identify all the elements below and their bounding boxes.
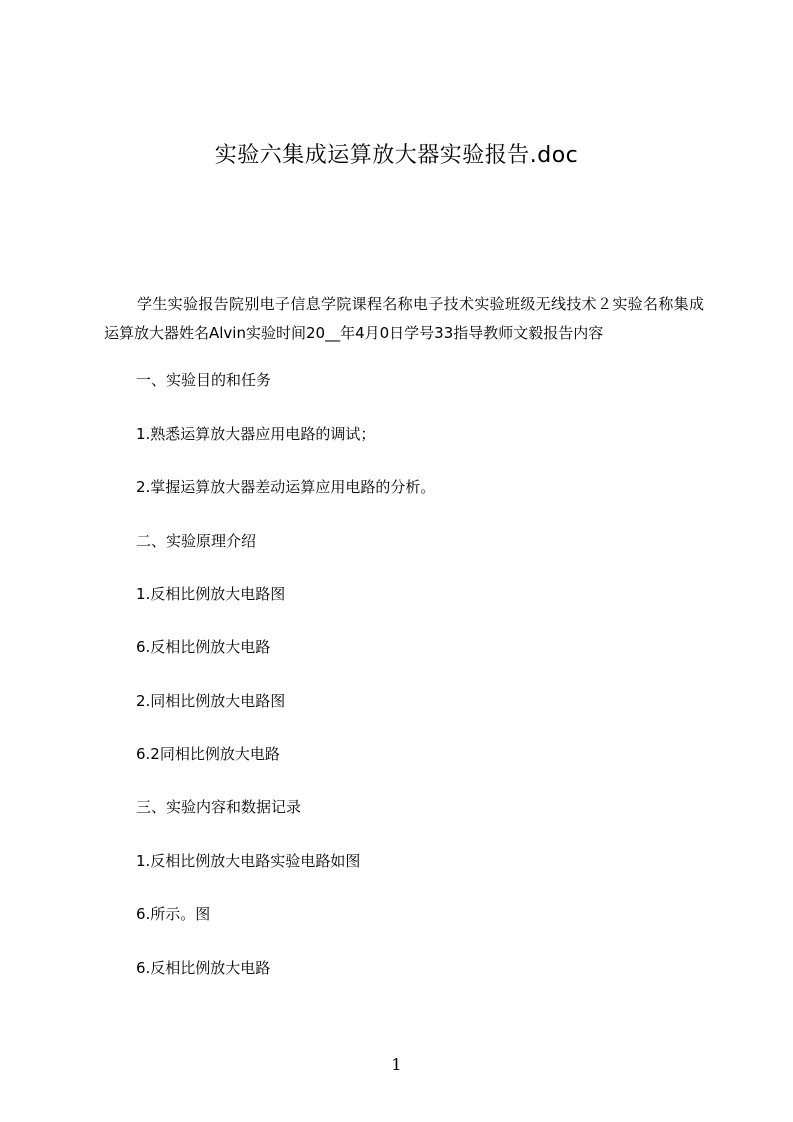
paragraph: 6.反相比例放大电路 <box>136 638 271 656</box>
document-title: 实验六集成运算放大器实验报告.doc <box>214 143 579 168</box>
paragraph: 1.反相比例放大电路图 <box>136 585 286 603</box>
paragraph: 1.熟悉运算放大器应用电路的调试； <box>136 425 376 443</box>
section-heading-content: 三、实验内容和数据记录 <box>136 798 302 816</box>
paragraph: 1.反相比例放大电路实验电路如图 <box>136 852 361 870</box>
section-heading-principles: 二、实验原理介绍 <box>136 532 257 550</box>
section-heading-objectives: 一、实验目的和任务 <box>136 371 272 389</box>
paragraph: 2.同相比例放大电路图 <box>136 692 286 710</box>
paragraph: 6.反相比例放大电路 <box>136 959 271 977</box>
paragraph: 6.所示。图 <box>136 905 211 923</box>
paragraph: 6.2同相比例放大电路 <box>136 745 280 763</box>
paragraph: 2.掌握运算放大器差动运算应用电路的分析。 <box>136 478 436 496</box>
intro-paragraph: 学生实验报告院别电子信息学院课程名称电子技术实验班级无线技术２实验名称集成运算放大器姓名Alvin实验时间20__年4月0日学号33指导教师文毅报告内容 <box>104 295 704 342</box>
page-number: 1 <box>391 1055 402 1074</box>
